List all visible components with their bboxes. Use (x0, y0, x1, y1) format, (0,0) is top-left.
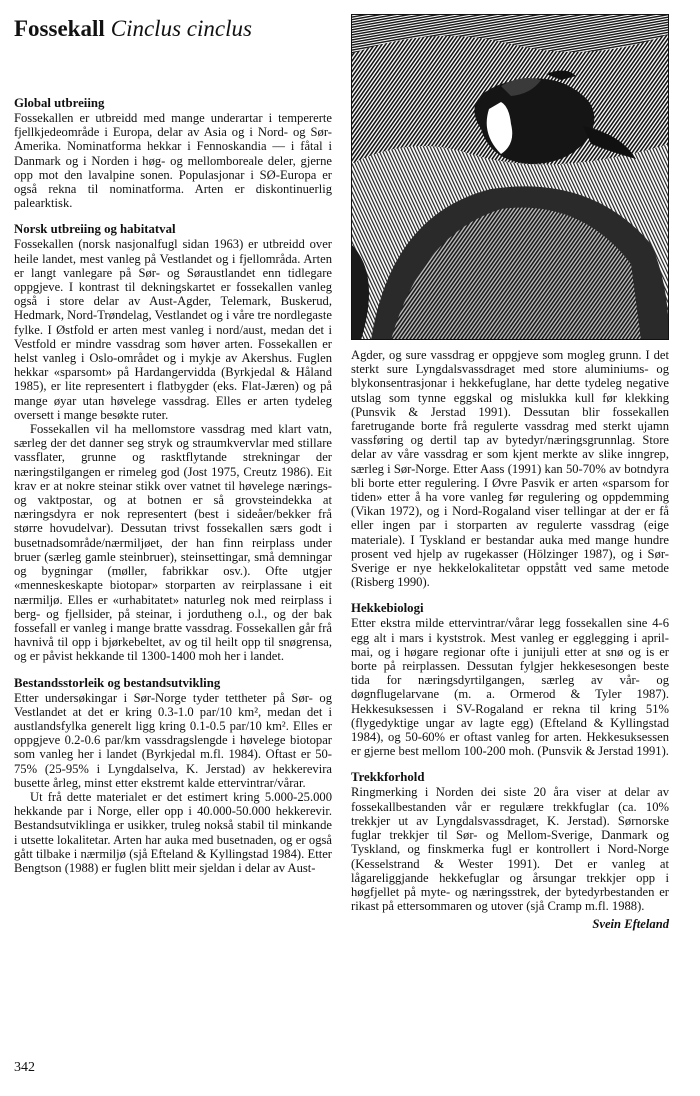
paragraph: Fossekallen er utbreidd med mange underartar i tempererte fjellkjedeområde i Europa, delar av Asia og i Nord- og Sør-Amerika. Nominatforma hekkar i Fennoskandia — i fåtal i Danmark og i Norden i høg- og mellomboreale deler, gjerne opp mot den lavalpine sonen. Populasjonar i SØ-Europa er også rekna til nominatforma. Arten er diskontinuerlig palearktisk. (14, 111, 332, 211)
section-breeding-biology (351, 601, 669, 758)
section-heading: Norsk utbreiing og habitatval (14, 222, 176, 237)
page-number: 342 (14, 1060, 35, 1075)
paragraph: Etter ekstra milde ettervintrar/vårar legg fossekallen sine 4-6 egg alt i mars i kyststrok. Mest vanleg er egglegging i april-mai, og i høgare regionar ofte i junijuli etter at snø og is er borte på reirplassen. Dessutan fylgjer hekkesesongen beste tida for næringsdyrtilgangen, særleg av vår- og døgnflugelarvane (m. a. Ormerod & Tyler 1987). Hekkesuksessen i SV-Rogaland er rekna til kring 51% (flygedyktige ungar av lagte egg) (Efteland & Kyllingstad 1984), og 50-60% er oftast vanleg for arten. Hekkesuksessen er gjerne best mellom 100-200 moh. (Punsvik & Jerstad 1991). (351, 616, 669, 759)
author-signature: Svein Efteland (592, 917, 669, 932)
section-migration (351, 770, 669, 931)
section-population-continued (351, 348, 669, 589)
paragraph: Etter undersøkingar i Sør-Norge tyder tettheter på Sør- og Vestlandet at det er kring 0.3-1.0 par/10 km², medan det i austlandsfylka generelt ligg kring 0.1-0.5 par/10 km². Elles er oppgjeve 0.2-0.6 par/km vassdragslengde i høvelege biotopar som vanleg her i landet (Byrkjedal m.fl. 1984). Oftast er 50-75% (25-95% i Lyngdalselva, K. Jerstad) av hekkerevira busette årleg, minst etter ekstremt kalde ettervintrar/vårar. (14, 690, 332, 790)
left-column (14, 96, 332, 887)
section-heading: Trekkforhold (351, 770, 425, 785)
section-heading: Bestandsstorleik og bestandsutvikling (14, 675, 221, 690)
paragraph: Fossekallen vil ha mellomstore vassdrag med klart vatn, særleg der det danner seg stryk og straumkvervlar med stillare vassflater, grunne og rasktflytande strekningar der næringstilgangen er rimeleg god (Jost 1975, Creutz 1986). Eit krav er at nokre steinar stikk over vatnet til høvelege nærings- og vaktpostar, og at botnen er så grovsteindekka at næringsdyra er nok representert (best i sideåer/bekker frå større hovudelvar). Dessutan trivst fossekallen særs godt i busetnadsområde/nærmiljøet, der han finn reirplass under bruer (særleg gamle steinbruer), steinsettingar, små demningar og bygningar (møller, fabrikkar osv.). Ofte utgjer «menneskeskapte biotopar» storparten av reirplassane i eit nærmiljø. Elles er «urhabitatet» naturleg nok med reirplass i berg- og fjellsider, på steinar, i jordutheng o.l., og der bak fossefall er vanleg i mange bratte vassdrag. Fossekallen går frå havnivå til opp i bjørkebeltet, av og til heilt opp til snøgrensa, og er påvist hekkande til 1300-1400 moh her i landet. (14, 422, 332, 664)
page-title (14, 14, 252, 44)
species-latin-name: Cinclus cinclus (110, 16, 252, 41)
paragraph: Fossekallen (norsk nasjonalfugl sidan 1963) er utbreidd over heile landet, mest vanleg på Vestlandet og i fjellområda. Arten er langt vanlegare på Sør- og Søraustlandet enn tidlegare oppgjeve. I kontrast til dekningskartet er fossekallen vanleg også i store delar av Aust-Agder, Telemark, Buskerud, Hedmark, Nord-Trøndelag, Vestlandet og i våre tre nordlegaste fylke. I Østfold er arten mest vanleg i nord/aust, medan det i Vestfold er mindre vassdrag som høver arten. Fossekallen er helst vanleg i Oslo-området og i mykje av Akershus. Fuglen hekkar «sparsomt» på Hardangervidda (Byrkjedal & Håland 1985), er lite representert i flatbygder (eks. Flat-Jæren) og på mange øyar utan høvelege vassdrag. Elles er arten tydeleg oversett i mange besøkte ruter. (14, 237, 332, 422)
right-column (351, 348, 669, 944)
section-population (14, 676, 332, 876)
species-common-name: Fossekall (14, 16, 105, 41)
section-heading: Global utbreiing (14, 96, 105, 110)
section-norwegian-distribution (14, 222, 332, 663)
section-global-distribution (14, 96, 332, 210)
paragraph: Ut frå dette materialet er det estimert kring 5.000-25.000 hekkande par i Norge, eller opp i 40.000-50.000 hekkerevir. Bestandsutviklinga er usikker, truleg nokså stabil til minkande i utsette lokalitetar. Arten har auka med busetnaden, og er også gått tilbake i nærmiljø (sjå Efteland & Kyllingstad 1984). Etter Bengtson (1988) er fuglen blitt meir sjeldan i delar av Aust- (14, 789, 332, 875)
paragraph-continued: Agder, og sure vassdrag er oppgjeve som mogleg grunn. I det sterkt sure Lyngdalsvassdraget med store aluminiums- og blykonsentrasjonar i hekkefuglane, har dette tydeleg negative utslag som tynne eggskal og mislukka kull før klekking (Punsvik & Jerstad 1991). Dessutan blir fossekallen faretrugande borte frå regulerte vassdrag med sterkt ujamn vassføring og dertil tap av bytedyr/næringsgrunnlag. Store delar av våre vassdrag er som kjent merkte av slike inngrep, særleg i Sør-Norge. Etter Aass (1991) kan 50-70% av botndyra bli borte etter regulering. I Øvre Pasvik er arten «sparsom for tiden» etter å ha vore vanleg før regulering og oppdemming (Vikan 1972), og i Nord-Rogaland viser tellingar at der er få eller ingen par i storparten av regulerte vassdrag (eige materiale). I Tyskland er bestandar auka med mange hundre prosent ved hjelp av rugekasser (Hölzinger 1987), og i Sør-Sverige er nye hekkelokalitetar oppstått ved same metode (Risberg 1990). (351, 348, 669, 590)
section-heading: Hekkebiologi (351, 601, 424, 616)
dipper-bird-illustration (351, 14, 669, 340)
paragraph: Ringmerking i Norden dei siste 20 åra viser at delar av fossekallbestanden vår er regulære trekkfuglar (ca. 10% trekkjer ut av Lyngdalsvassdraget, K. Jerstad). Sørnorske fuglar trekkjer til Sør- og Mellom-Sverige, Danmark og Tyskland, og finskmerka fugl er kontrollert i Nord-Norge (Kesselstrand & Wester 1991). Det er vanleg at lågareliggjande hekkefuglar og årsungar trekkjer opp i høgfjellet på myte- og næringsstrek, der bytedyrbestanden er rikast på ettersommaren og utover (sjå Cramp m.fl. 1988). (351, 785, 669, 914)
